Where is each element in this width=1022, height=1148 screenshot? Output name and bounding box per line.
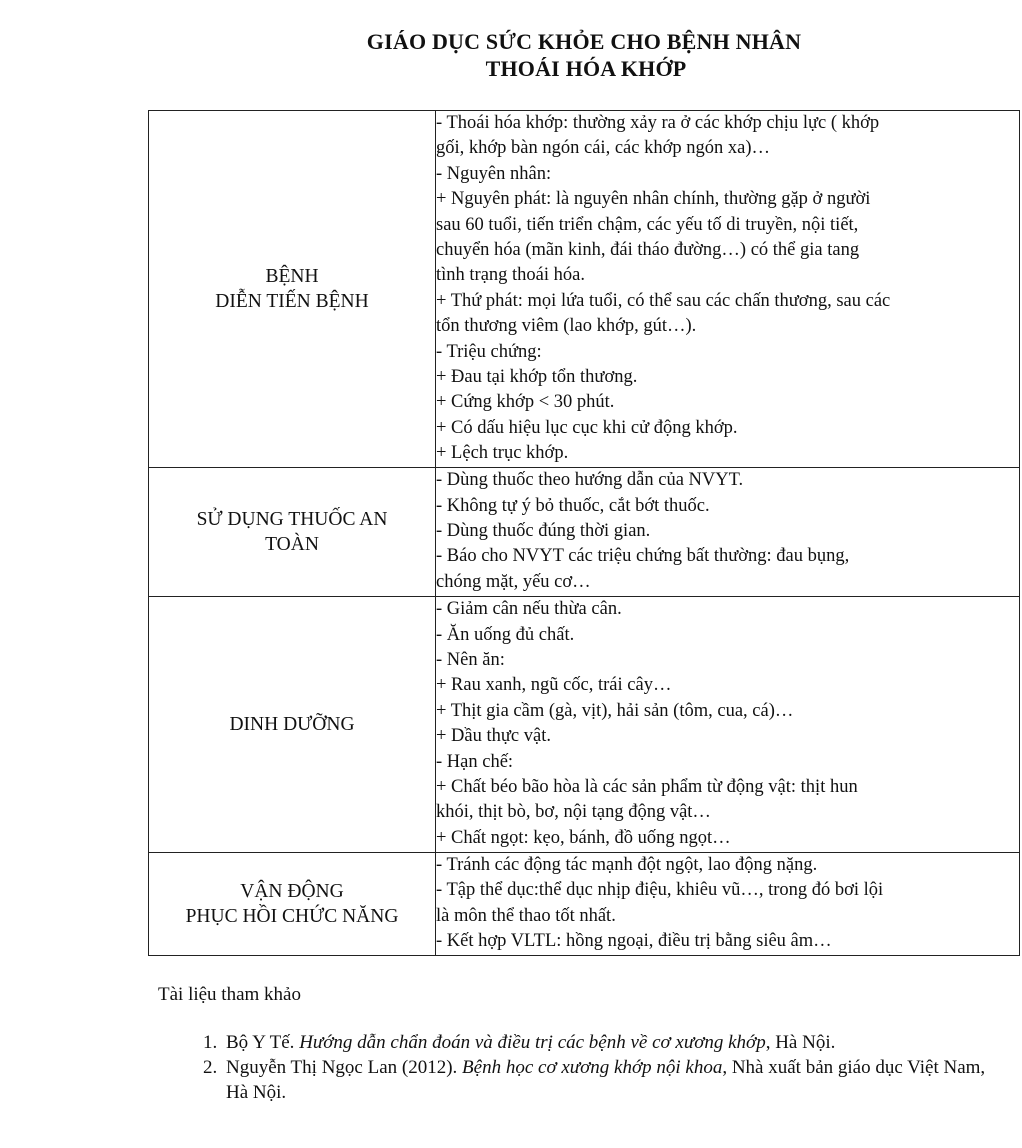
topic-line: SỬ DỤNG THUỐC AN [196,508,388,530]
row-content [436,111,1020,468]
topic-line: PHỤC HỒI CHỨC NĂNG [185,905,399,927]
content-line: - Giảm cân nếu thừa cân. [436,599,622,620]
references-heading: Tài liệu tham khảo [158,984,301,1005]
content-line: - Báo cho NVYT các triệu chứng bất thường: đau bụng, [436,546,850,567]
table-row [149,467,1020,596]
row-topic [149,852,436,955]
table-body [149,111,1020,956]
content-line: + Cứng khớp < 30 phút. [436,392,615,413]
reference-item [222,1055,1012,1105]
content-line: sau 60 tuổi, tiến triển chậm, các yếu tố di truyền, nội tiết, [436,214,859,235]
content-line: tổn thương viêm (lao khớp, gút…). [436,316,697,337]
topic-line: TOÀN [265,533,319,555]
document-title-line-2: THOÁI HÓA KHỚP [485,56,687,81]
reference-author: Bộ Y Tế. [226,1032,300,1053]
row-content [436,852,1020,955]
health-education-table [148,110,1020,956]
content-line: - Thoái hóa khớp: thường xảy ra ở các khớp chịu lực ( khớp [436,113,880,133]
row-topic [149,596,436,852]
content-line: + Chất béo bão hòa là các sản phẩm từ động vật: thịt hun [436,777,858,797]
content-line: khói, thịt bò, bơ, nội tạng động vật… [436,802,711,823]
content-line: + Đau tại khớp tổn thương. [436,367,638,388]
reference-author: Nguyễn Thị Ngọc Lan (2012). [226,1057,463,1078]
content-line: + Thứ phát: mọi lứa tuổi, có thể sau các chấn thương, sau các [436,290,891,311]
content-line: + Nguyên phát: là nguyên nhân chính, thường gặp ở người [436,189,871,210]
content-line: - Tập thể dục:thể dục nhịp điệu, khiêu vũ…, trong đó bơi lội [436,880,884,901]
reference-title: Hướng dẫn chẩn đoán và điều trị các bệnh về cơ xương khớp [299,1032,766,1053]
table-row [149,111,1020,468]
table-row [149,596,1020,852]
content-line: là môn thể thao tốt nhất. [436,905,616,926]
content-line: gối, khớp bàn ngón cái, các khớp ngón xa)… [436,138,770,159]
content-line: tình trạng thoái hóa. [436,265,585,286]
content-line: + Thịt gia cầm (gà, vịt), hải sản (tôm, cua, cá)… [436,700,794,721]
row-topic [149,467,436,596]
content-line: chuyển hóa (mãn kinh, đái tháo đường…) có thể gia tang [436,240,860,261]
content-line: - Tránh các động tác mạnh đột ngột, lao động nặng. [436,854,818,875]
content-line: - Nên ăn: [436,649,505,670]
content-line: + Lệch trục khớp. [436,443,569,464]
table-row [149,852,1020,955]
topic-line: VẬN ĐỘNG [240,880,344,902]
document-title-line-1: GIÁO DỤC SỨC KHỎE CHO BỆNH NHÂN [366,29,802,54]
topic-line: BỆNH [265,265,319,287]
content-line: chóng mặt, yếu cơ… [436,571,591,592]
content-line: - Dùng thuốc theo hướng dẫn của NVYT. [436,470,744,491]
content-line: + Chất ngọt: kẹo, bánh, đồ uống ngọt… [436,827,731,848]
content-line: + Có dấu hiệu lục cục khi cử động khớp. [436,417,738,438]
row-content [436,596,1020,852]
row-topic [149,111,436,468]
reference-publisher: , Hà Nội. [765,1032,836,1053]
content-line: - Triệu chứng: [436,341,542,362]
content-line: - Nguyên nhân: [436,163,552,184]
row-content [436,467,1020,596]
content-line: + Dầu thực vật. [436,726,551,747]
content-line: - Ăn uống đủ chất. [436,624,575,645]
topic-line: DINH DƯỠNG [229,713,355,735]
content-line: - Không tự ý bỏ thuốc, cắt bớt thuốc. [436,495,710,516]
content-line: - Hạn chế: [436,751,514,772]
content-line: - Dùng thuốc đúng thời gian. [436,520,651,541]
references-list [180,1030,1012,1105]
reference-title: Bệnh học cơ xương khớp nội khoa [462,1057,723,1078]
topic-line: DIỄN TIẾN BỆNH [215,290,369,312]
reference-item [222,1030,1012,1055]
content-line: + Rau xanh, ngũ cốc, trái cây… [436,675,672,696]
reference-publisher: , Nhà xuất bản giáo dục Việt Nam, Hà Nội. [226,1057,986,1103]
content-line: - Kết hợp VLTL: hồng ngoại, điều trị bằng siêu âm… [436,931,832,952]
